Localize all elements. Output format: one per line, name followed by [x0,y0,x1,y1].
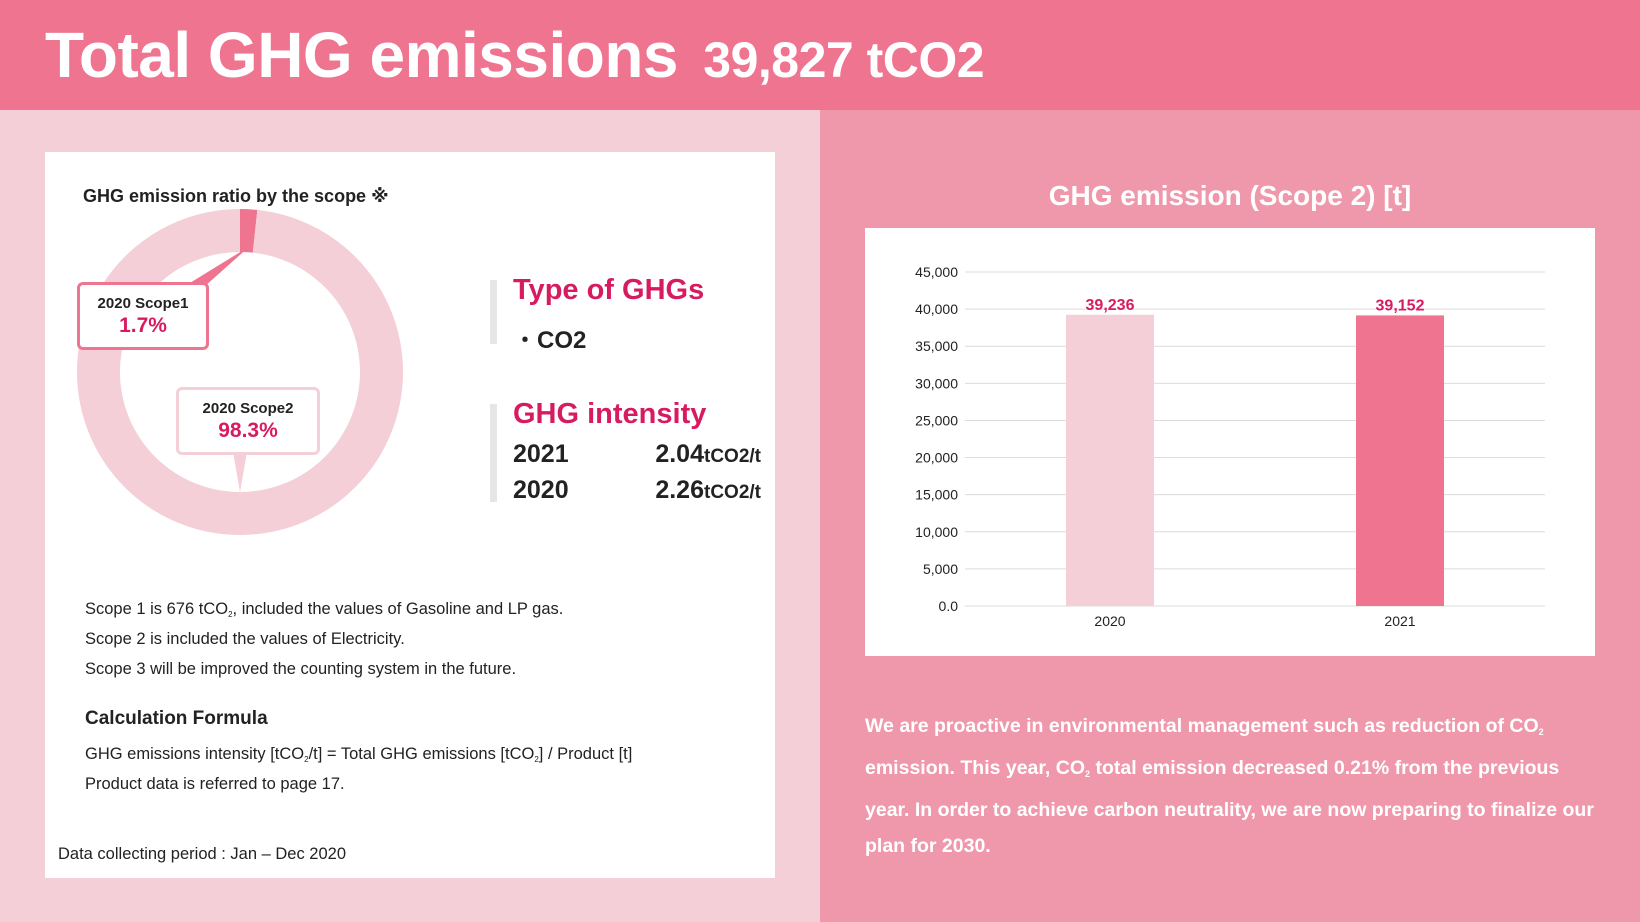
scope2-value: 98.3% [218,419,278,442]
y-tick-label: 45,000 [915,264,958,280]
x-tick-label: 2020 [1094,613,1126,629]
intensity-number: 2.26 [655,476,704,504]
para-part-c: total emission decreased 0.21% from the previous year. In order to achieve carbon neutrality, we are now preparing to finalize our plan for 2030. [865,757,1594,857]
type-of-ghgs-item: ・CO2 [513,327,587,354]
bar-value-label: 39,236 [1085,296,1135,314]
intensity-year: 2021 [513,440,569,468]
calc-part-b: /t] = Total GHG emissions [tCO [308,745,535,763]
y-tick-label: 35,000 [915,338,958,355]
intensity-year: 2020 [513,476,569,504]
intensity-value [655,476,761,505]
intensity-row [513,440,761,470]
y-tick-label: 10,000 [915,523,958,540]
page-title-text: Total GHG emissions [45,19,678,91]
y-tick-label: 20,000 [915,449,958,466]
para-sub1: 2 [1538,727,1544,737]
type-of-ghgs-title: Type of GHGs [513,274,705,306]
calculation-formula-title: Calculation Formula [85,708,268,729]
scope1-note-sub: 2 [228,610,233,619]
calc-part-c: ] / Product [t] [538,745,633,763]
bar-value-label: 39,152 [1375,297,1425,315]
scope2-callout [176,387,320,455]
scope3-note: Scope 3 will be improved the counting system in the future. [85,660,517,678]
donut-chart [45,152,775,572]
page-title [45,18,984,92]
summary-paragraph [865,708,1595,864]
scope2-note: Scope 2 is included the values of Electricity. [85,630,405,648]
scope-ratio-card [45,152,775,878]
x-tick-label: 2021 [1384,613,1416,629]
bar-2021 [1356,315,1444,606]
data-collecting-period: Data collecting period : Jan – Dec 2020 [58,845,347,863]
product-data-note: Product data is referred to page 17. [85,775,345,793]
y-tick-label: 0.0 [938,598,958,614]
scope1-note-b: , included the values of Gasoline and LP gas. [232,600,564,618]
total-emissions-value: 39,827 tCO2 [703,32,985,88]
scope1-note [85,600,563,619]
calc-sub1: 2 [304,755,309,764]
bar-2020 [1066,315,1154,606]
intensity-row [513,476,761,506]
page-header [0,0,1640,110]
scope2-pointer [233,452,247,492]
ghg-intensity-title: GHG intensity [513,398,707,430]
bar-chart [865,228,1595,656]
y-tick-label: 30,000 [915,375,958,392]
donut-chart-title: GHG emission ratio by the scope ※ [83,186,389,206]
y-tick-label: 40,000 [915,301,958,318]
scope1-value: 1.7% [119,314,167,337]
calc-sub2: 2 [534,755,539,764]
scope2-label: 2020 Scope2 [202,400,294,417]
scope1-callout [77,282,209,350]
calc-part-a: GHG emissions intensity [tCO [85,745,305,763]
bar-chart-card [865,228,1595,656]
para-part-b: emission. This year, CO [865,757,1086,779]
intensity-unit: tCO2/t [704,482,761,503]
calculation-formula [85,745,632,764]
y-tick-label: 25,000 [915,412,958,429]
intensity-number: 2.04 [655,440,704,468]
para-part-a: We are proactive in environmental management such as reduction of CO [865,715,1539,737]
scope1-note-a: Scope 1 is 676 tCO [85,600,229,618]
type-divider [490,280,497,344]
bar-chart-title: GHG emission (Scope 2) [t] [1048,180,1412,211]
y-tick-label: 15,000 [915,486,958,503]
y-tick-label: 5,000 [922,560,958,577]
scope1-label: 2020 Scope1 [97,295,189,312]
intensity-divider [490,404,497,502]
intensity-value [655,440,761,469]
intensity-unit: tCO2/t [704,446,761,467]
para-sub2: 2 [1085,769,1091,779]
